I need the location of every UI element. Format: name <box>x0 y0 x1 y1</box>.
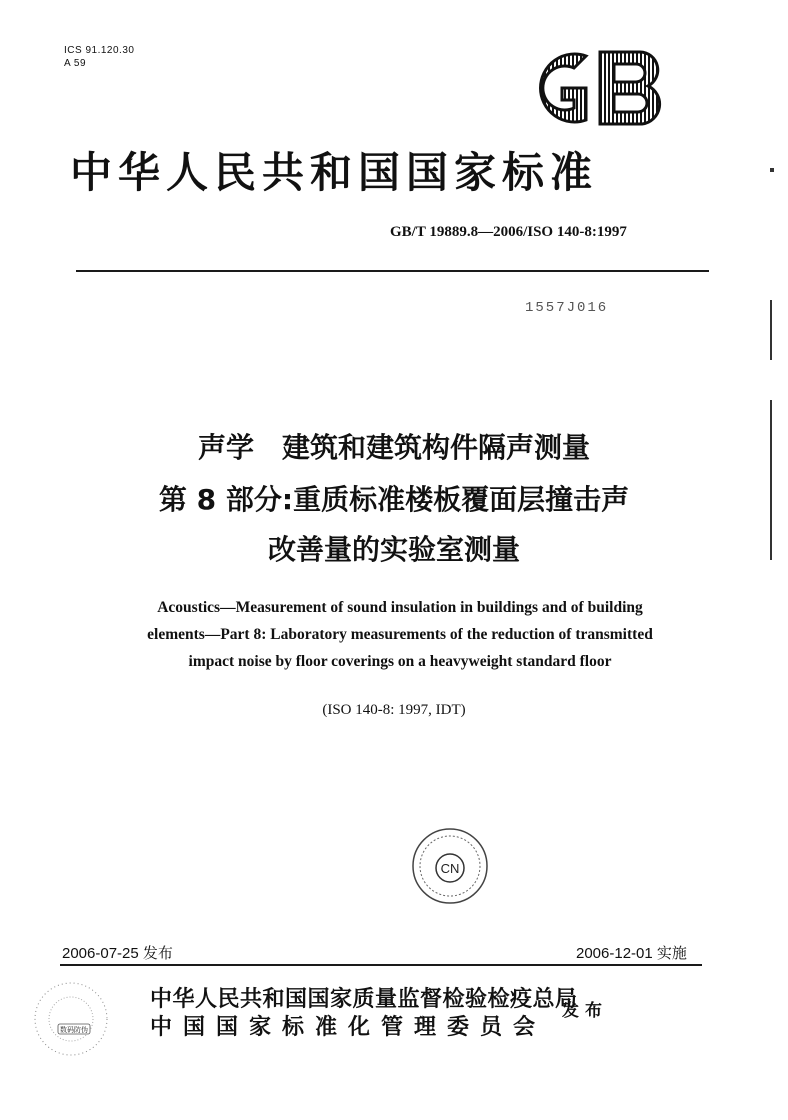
title-en <box>60 594 740 675</box>
header-divider <box>76 270 709 272</box>
ccs-code: A 59 <box>64 58 87 69</box>
title-en-line3: impact noise by floor coverings on a heavyweight standard floor <box>188 653 612 670</box>
title-cn-line2: 第 8 部分:重质标准楼板覆面层撞击声 <box>158 483 630 516</box>
gb-logo <box>516 42 672 134</box>
title-cn-line3: 改善量的实验室测量 <box>267 533 520 566</box>
ics-code: ICS 91.120.30 <box>64 45 135 56</box>
standard-code: GB/T 19889.8—2006/ISO 140-8:1997 <box>390 224 627 240</box>
anti-counterfeit-stamp <box>32 980 110 1058</box>
issuer-line2: 中国国家标准化管理委员会 <box>150 1014 547 1040</box>
title-en-line2: elements—Part 8: Laboratory measurements of the reduction of transmitted <box>147 626 653 643</box>
cn-seal <box>410 826 490 906</box>
seal-text: CN <box>440 861 460 876</box>
issue-date: 2006-07-25 发布 <box>62 945 173 962</box>
stamp-text: 数码防伪 <box>60 1026 88 1034</box>
scan-edge-dot <box>770 168 774 172</box>
iso-equivalence: (ISO 140-8: 1997, IDT) <box>322 702 466 718</box>
publish-label: 发布 <box>562 1001 608 1021</box>
footer-divider <box>60 964 702 966</box>
title-en-line1: Acoustics—Measurement of sound insulation in buildings and of building <box>157 599 643 616</box>
scan-edge-mark <box>770 300 772 360</box>
issuer-line1: 中华人民共和国国家质量监督检验检疫总局 <box>150 986 578 1012</box>
serial-stamp: 1557J016 <box>525 300 609 316</box>
title-cn-line1: 声学 建筑和建筑构件隔声测量 <box>197 431 590 464</box>
implementation-date: 2006-12-01 实施 <box>576 945 687 962</box>
national-standard-heading: 中华人民共和国国家标准 <box>70 148 599 197</box>
classification-codes <box>64 44 134 70</box>
